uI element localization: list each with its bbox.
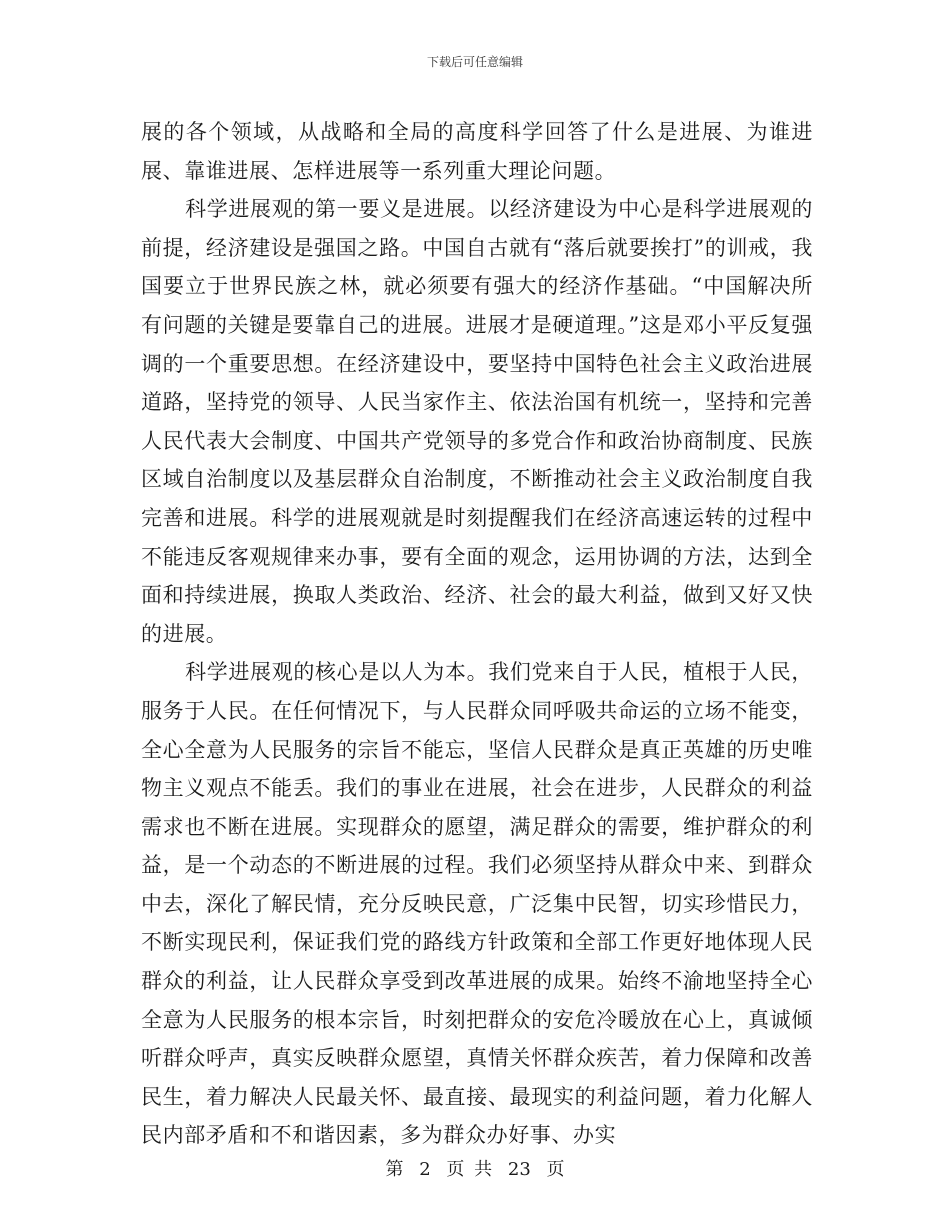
document-body [141, 113, 813, 1155]
footer-page-number: 2 [419, 1159, 431, 1180]
footer-suffix: 页 [546, 1159, 565, 1180]
page-header: 下载后可任意编辑 [426, 55, 523, 69]
paragraph-3: 科学进展观的核心是以人为本。我们党来自于人民，植根于人民，服务于人民。在任何情况下，与人民群众同呼吸共命运的立场不能变，全心全意为人民服务的宗旨不能忘，坚信人民群众是真正英雄的历史唯物主义观点不能丢。我们的事业在进展，社会在进步，人民群众的利益需求也不断在进展。实现群众的愿望，满足群众的需要，维护群众的利益，是一个动态的不断进展的过程。我们必须坚持从群众中来、到群众中去，深化了解民情，充分反映民意，广泛集中民智，切实珍惜民力，不断实现民利，保证我们党的路线方针政策和全部工作更好地体现人民群众的利益，让人民群众享受到改革进展的成果。始终不渝地坚持全心全意为人民服务的根本宗旨，时刻把群众的安危冷暖放在心上，真诚倾听群众呼声，真实反映群众愿望，真情关怀群众疾苦，着力保障和改善民生，着力解决人民最关怀、最直接、最现实的利益问题，着力化解人民内部矛盾和不和谐因素，多为群众办好事、办实 [141, 660, 813, 1148]
page-footer [0, 1155, 950, 1181]
footer-prefix: 第 [385, 1159, 404, 1180]
footer-middle: 页 共 [446, 1159, 493, 1180]
paragraph-2: 科学进展观的第一要义是进展。以经济建设为中心是科学进展观的前提，经济建设是强国之路。中国自古就有“落后就要挨打”的训戒，我国要立于世界民族之林，就必须要有强大的经济作基础。“中国解决所有问题的关键是要靠自己的进展。进展才是硬道理。”这是邓小平反复强调的一个重要思想。在经济建设中，要坚持中国特色社会主义政治进展道路，坚持党的领导、人民当家作主、依法治国有机统一，坚持和完善人民代表大会制度、中国共产党领导的多党合作和政治协商制度、民族区域自治制度以及基层群众自治制度，不断推动社会主义政治制度自我完善和进展。科学的进展观就是时刻提醒我们在经济高速运转的过程中不能违反客观规律来办事，要有全面的观念，运用协调的方法，达到全面和持续进展，换取人类政治、经济、社会的最大利益，做到又好又快的进展。 [141, 197, 813, 646]
paragraph-1: 展的各个领域，从战略和全局的高度科学回答了什么是进展、为谁进展、靠谁进展、怎样进展等一系列重大理论问题。 [141, 120, 813, 183]
footer-total-pages: 23 [507, 1159, 531, 1180]
